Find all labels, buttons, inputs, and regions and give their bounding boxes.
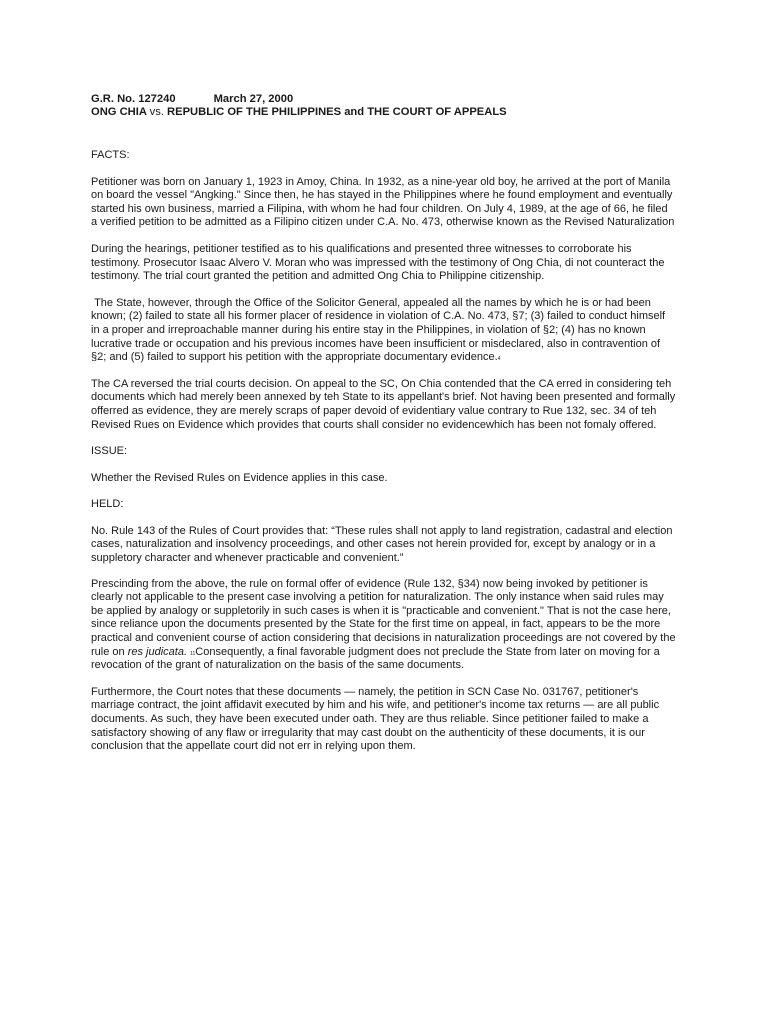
facts-paragraph-3 [91,297,676,365]
party-a: ONG CHIA [91,106,147,118]
held-paragraph-2 [91,578,676,673]
facts-paragraph-4: The CA reversed the trial courts decision. On appeal to the SC, On Chia contended that the CA erred in considering teh documents which had merely been annexed by teh State to its appellant's brief. Not having been presented and formally offerred as evidence, they are merely scraps of paper devoid of evidentiary value contrary to Rue 132, sec. 34 of teh Revised Rues on Evidence which provides that courts shall consider no evidencewhich has been not fomaly offered. [91,377,676,431]
case-number-line [91,93,676,106]
party-b: REPUBLIC OF THE PHILIPPINES and THE COURT OF APPEALS [167,106,507,118]
held-paragraph-2-text-a: Prescinding from the above, the rule on formal offer of evidence (Rule 132, §34) now being invoked by petitioner is clearly not applicable to the present case involving a petition for naturalization. The only instance when said rules may be applied by analogy or suppletorily in such cases is when it is "practicable and convenient." That is not the case here, since reliance upon the documents presented by the State for the first time on appeal, in fact, appears to be the more practical and convenient course of action considering that decisions in naturalization proceedings are not covered by the rule on [91,577,676,658]
case-header [91,93,676,119]
footnote-marker: 11 [190,650,196,657]
case-title [91,106,676,119]
issue-heading: ISSUE: [91,445,128,458]
held-paragraph-2-text-b: Consequently, a final favorable judgment does not preclude the State from later on moving for a revocation of the grant of naturalization on the basis of the same documents. [91,645,660,672]
issue-paragraph: Whether the Revised Rules on Evidence applies in this case. [91,471,388,484]
versus: vs. [149,106,164,118]
held-paragraph-1: No. Rule 143 of the Rules of Court provides that: “These rules shall not apply to land registration, cadastral and election cases, naturalization and insolvency proceedings, and other cases not herein provided for, except by analogy or in a suppletory character and whenever practicable and convenient.” [91,524,673,565]
facts-paragraph-3-text: The State, however, through the Office of the Solicitor General, appealed all the names by which he is or had been known; (2) failed to state all his former placer of residence in violation of C.A. No. 473, §7; (3) failed to conduct himself in a proper and irreproachable manner during his entire stay in the Philippines, in violation of §2; (4) has no known lucrative trade or occupation and his previous incomes have been insufficient or misdeclared, also in contravention of §2; and (5) failed to support his petition with the appropriate documentary evidence. [91,296,669,364]
facts-paragraph-2: During the hearings, petitioner testified as to his qualifications and presented three witnesses to corroborate his testimony. Prosecutor Isaac Alvero V. Moran who was impressed with the testimony of Ong Chia, di not counteract the testimony. The trial court granted the petition and admitted Ong Chia to Philippine citizenship. [91,242,665,283]
facts-paragraph-1: Petitioner was born on January 1, 1923 in Amoy, China. In 1932, as a nine-year old boy, he arrived at the port of Manila on board the vessel "Angking." Since then, he has stayed in the Philippines where he found employment and eventually started his own business, married a Filipina, with whom he had four children. On July 4, 1989, at the age of 66, he filed a verified petition to be admitted as a Filipino citizen under C.A. No. 473, otherwise known as the Revised Naturalization [91,175,675,229]
footnote-marker: 4 [497,356,501,363]
case-date: March 27, 2000 [213,93,294,105]
case-number: G.R. No. 127240 [91,93,176,105]
facts-heading: FACTS: [91,149,130,161]
held-paragraph-3: Furthermore, the Court notes that these documents — namely, the petition in SCN Case No. 031767, petitioner's marriage contract, the joint affidavit executed by him and his wife, and petitioner's income tax returns — are all public documents. As such, they have been executed under oath. They are thus reliable. Since petitioner failed to make a satisfactory showing of any flaw or irregularity that may cast doubt on the authenticity of these documents, it is our conclusion that the appellate court did not err in relying upon them. [91,685,660,753]
held-heading: HELD: [91,498,124,511]
res-judicata-term: res judicata. [127,645,188,658]
